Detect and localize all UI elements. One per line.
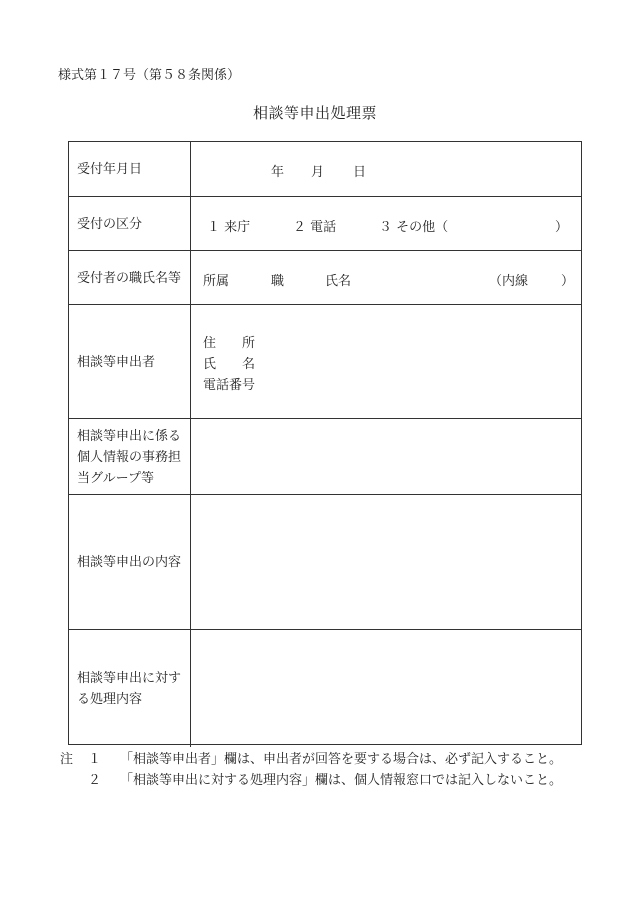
note-head-spacer (60, 770, 88, 791)
option-visit[interactable]: １ 来庁 (207, 220, 251, 235)
label-reception-type: 受付の区分 (69, 197, 191, 251)
form-title: 相談等申出処理票 (252, 104, 377, 122)
field-receiver[interactable] (191, 251, 581, 305)
label-handling-line: 相談等申出に対す (77, 670, 182, 686)
label-office-group (69, 419, 191, 495)
row-handling (69, 629, 581, 747)
note-text: 「相談等申出に対する処理内容」欄は、個人情報窓口では記入しないこと。 (120, 773, 563, 788)
field-applicant[interactable] (191, 305, 581, 419)
label-content: 相談等申出の内容 (69, 495, 191, 630)
year-unit: 年 (271, 165, 285, 180)
day-unit: 日 (353, 165, 367, 180)
row-office-group (69, 418, 581, 495)
note-item (60, 749, 562, 770)
row-reception-date (69, 142, 581, 196)
row-receiver (69, 250, 581, 305)
extension-close-paren: ） (561, 274, 575, 289)
field-reception-date[interactable] (191, 142, 581, 196)
note-head: 注 (60, 752, 74, 767)
note-number: ２ (88, 773, 102, 788)
applicant-name-label: 氏 名 (203, 357, 256, 372)
label-office-group-line: 当グループ等 (77, 470, 154, 486)
field-reception-type (191, 197, 581, 251)
month-unit: 月 (311, 165, 325, 180)
form-table (68, 141, 582, 745)
field-content[interactable] (191, 495, 581, 630)
label-handling-line: る処理内容 (77, 691, 143, 707)
field-office-group[interactable] (191, 419, 581, 495)
label-office-group-line: 相談等申出に係る (77, 428, 182, 444)
extension-label: （内線 (489, 274, 529, 289)
position-label: 職 (271, 274, 285, 289)
field-handling[interactable] (191, 630, 581, 747)
row-content (69, 494, 581, 630)
option-phone[interactable]: ２ 電話 (293, 220, 337, 235)
label-applicant: 相談等申出者 (69, 305, 191, 419)
applicant-fields (203, 333, 255, 396)
applicant-address-label: 住 所 (203, 336, 256, 351)
label-handling (69, 630, 191, 747)
label-office-group-line: 個人情報の事務担 (77, 449, 182, 465)
name-label: 氏名 (325, 274, 352, 289)
note-item (60, 770, 562, 791)
note-text: 「相談等申出者」欄は、申出者が回答を要する場合は、必ず記入すること。 (120, 752, 563, 767)
label-receiver: 受付者の職氏名等 (69, 251, 191, 305)
other-close-paren: ） (555, 220, 569, 235)
notes (60, 749, 562, 791)
affiliation-label: 所属 (203, 274, 230, 289)
form-number: 様式第１７号（第５８条関係） (58, 68, 241, 83)
applicant-phone-label: 電話番号 (203, 378, 256, 393)
note-number: １ (88, 752, 102, 767)
option-other[interactable]: ３ その他（ (379, 220, 449, 235)
row-applicant (69, 304, 581, 419)
label-reception-date: 受付年月日 (69, 142, 191, 196)
row-reception-type (69, 196, 581, 251)
